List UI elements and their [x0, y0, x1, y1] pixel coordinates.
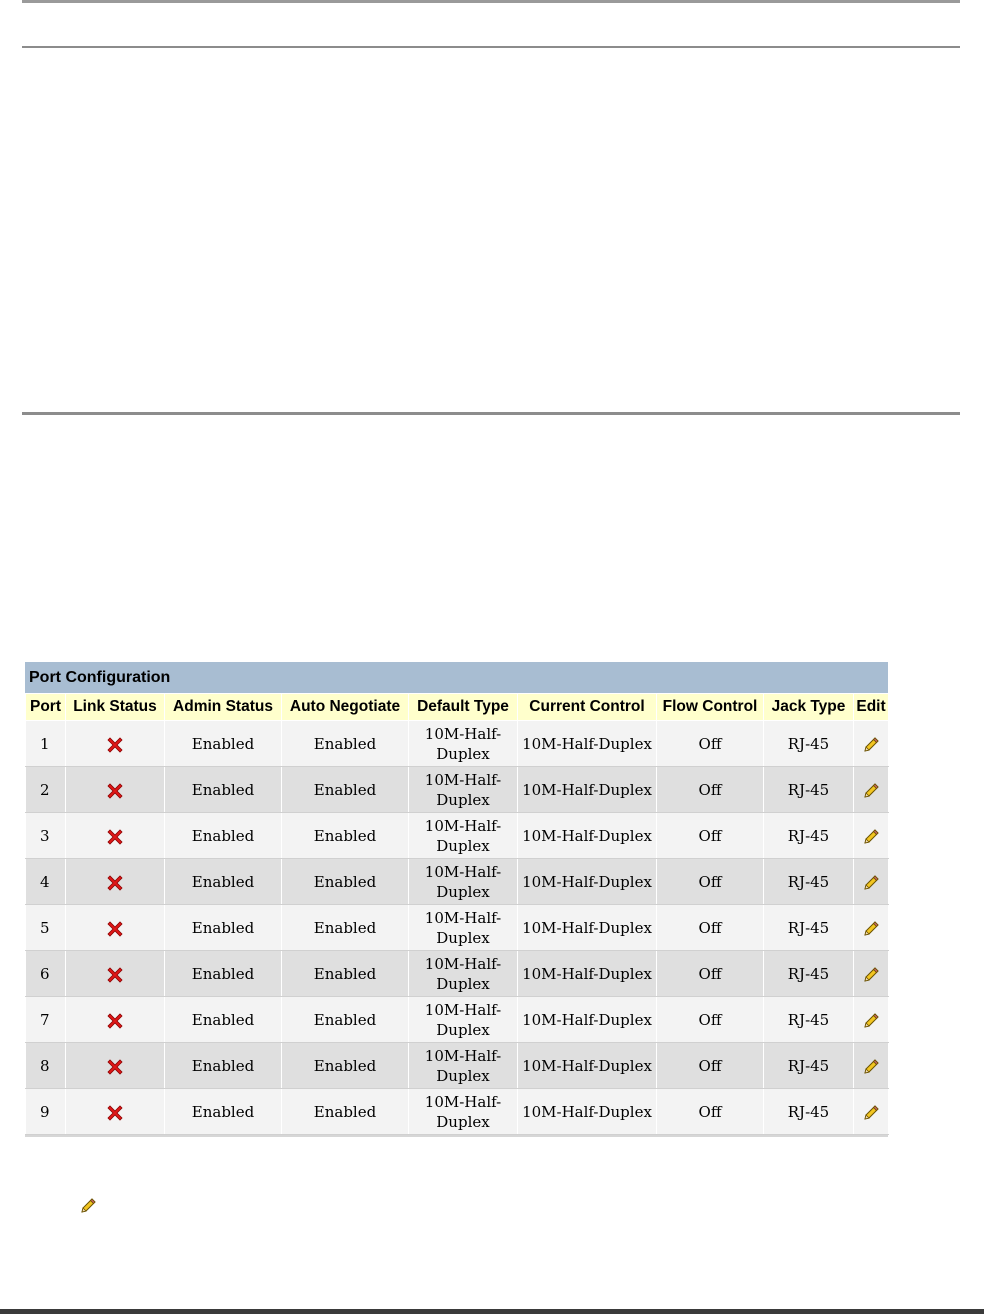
admin-status: Enabled [165, 1089, 282, 1135]
port-number: 4 [26, 859, 66, 905]
column-header-edit: Edit [854, 694, 889, 721]
jack-type: RJ-45 [764, 767, 854, 813]
close-x-icon [106, 920, 124, 938]
jack-type: RJ-45 [764, 997, 854, 1043]
default-type: 10M-Half-Duplex [409, 951, 518, 997]
port-number: 1 [26, 721, 66, 767]
table-row [26, 813, 889, 859]
port-number: 5 [26, 905, 66, 951]
table-row [26, 1089, 889, 1135]
section-divider [22, 412, 960, 415]
default-type: 10M-Half-Duplex [409, 767, 518, 813]
jack-type: RJ-45 [764, 721, 854, 767]
edit-cell [854, 905, 889, 951]
auto-negotiate: Enabled [282, 859, 409, 905]
auto-negotiate: Enabled [282, 1089, 409, 1135]
table-header-row [26, 694, 889, 721]
pencil-icon[interactable] [862, 874, 880, 892]
pencil-icon[interactable] [862, 1012, 880, 1030]
pencil-icon[interactable] [862, 782, 880, 800]
link-status-cell [66, 997, 165, 1043]
admin-status: Enabled [165, 905, 282, 951]
default-type: 10M-Half-Duplex [409, 859, 518, 905]
column-header-port: Port [26, 694, 66, 721]
close-x-icon [106, 828, 124, 846]
port-number: 6 [26, 951, 66, 997]
current-control: 10M-Half-Duplex [518, 859, 657, 905]
jack-type: RJ-45 [764, 859, 854, 905]
column-header-default-type: Default Type [409, 694, 518, 721]
panel-title: Port Configuration [25, 662, 888, 693]
flow-control: Off [657, 1043, 764, 1089]
close-x-icon [106, 782, 124, 800]
column-header-auto-negotiate: Auto Negotiate [282, 694, 409, 721]
edit-cell [854, 1043, 889, 1089]
admin-status: Enabled [165, 813, 282, 859]
default-type: 10M-Half-Duplex [409, 1089, 518, 1135]
table-row [26, 951, 889, 997]
jack-type: RJ-45 [764, 1089, 854, 1135]
current-control: 10M-Half-Duplex [518, 905, 657, 951]
edit-cell [854, 721, 889, 767]
link-status-cell [66, 1043, 165, 1089]
current-control: 10M-Half-Duplex [518, 767, 657, 813]
admin-status: Enabled [165, 721, 282, 767]
table-row [26, 767, 889, 813]
default-type: 10M-Half-Duplex [409, 1043, 518, 1089]
admin-status: Enabled [165, 767, 282, 813]
flow-control: Off [657, 813, 764, 859]
edit-cell [854, 997, 889, 1043]
table-row [26, 721, 889, 767]
link-status-cell [66, 859, 165, 905]
current-control: 10M-Half-Duplex [518, 1043, 657, 1089]
pencil-icon[interactable] [862, 920, 880, 938]
edit-cell [854, 859, 889, 905]
auto-negotiate: Enabled [282, 767, 409, 813]
pencil-icon[interactable] [862, 828, 880, 846]
top-divider [22, 0, 960, 3]
column-header-current-control: Current Control [518, 694, 657, 721]
table-row [26, 905, 889, 951]
close-x-icon [106, 1058, 124, 1076]
flow-control: Off [657, 905, 764, 951]
link-status-cell [66, 1089, 165, 1135]
admin-status: Enabled [165, 951, 282, 997]
default-type: 10M-Half-Duplex [409, 997, 518, 1043]
link-status-cell [66, 905, 165, 951]
link-status-cell [66, 721, 165, 767]
pencil-icon[interactable] [862, 736, 880, 754]
close-x-icon [106, 1104, 124, 1122]
auto-negotiate: Enabled [282, 997, 409, 1043]
current-control: 10M-Half-Duplex [518, 721, 657, 767]
default-type: 10M-Half-Duplex [409, 813, 518, 859]
flow-control: Off [657, 1089, 764, 1135]
column-header-link-status: Link Status [66, 694, 165, 721]
auto-negotiate: Enabled [282, 905, 409, 951]
current-control: 10M-Half-Duplex [518, 1089, 657, 1135]
flow-control: Off [657, 997, 764, 1043]
jack-type: RJ-45 [764, 1043, 854, 1089]
edit-cell [854, 1089, 889, 1135]
auto-negotiate: Enabled [282, 813, 409, 859]
column-header-jack-type: Jack Type [764, 694, 854, 721]
port-configuration-panel [25, 662, 888, 1137]
flow-control: Off [657, 859, 764, 905]
admin-status: Enabled [165, 1043, 282, 1089]
port-number: 9 [26, 1089, 66, 1135]
bottom-divider [0, 1309, 984, 1314]
default-type: 10M-Half-Duplex [409, 721, 518, 767]
column-header-flow-control: Flow Control [657, 694, 764, 721]
pencil-icon [78, 1196, 98, 1216]
jack-type: RJ-45 [764, 813, 854, 859]
close-x-icon [106, 874, 124, 892]
auto-negotiate: Enabled [282, 951, 409, 997]
flow-control: Off [657, 721, 764, 767]
port-number: 7 [26, 997, 66, 1043]
edit-cell [854, 813, 889, 859]
default-type: 10M-Half-Duplex [409, 905, 518, 951]
table-row [26, 1043, 889, 1089]
admin-status: Enabled [165, 859, 282, 905]
pencil-icon[interactable] [862, 1104, 880, 1122]
jack-type: RJ-45 [764, 905, 854, 951]
pencil-icon[interactable] [862, 1058, 880, 1076]
port-number: 3 [26, 813, 66, 859]
table-row [26, 859, 889, 905]
flow-control: Off [657, 767, 764, 813]
current-control: 10M-Half-Duplex [518, 951, 657, 997]
current-control: 10M-Half-Duplex [518, 813, 657, 859]
link-status-cell [66, 813, 165, 859]
section-divider [22, 46, 960, 48]
auto-negotiate: Enabled [282, 1043, 409, 1089]
column-header-admin-status: Admin Status [165, 694, 282, 721]
auto-negotiate: Enabled [282, 721, 409, 767]
port-number: 2 [26, 767, 66, 813]
close-x-icon [106, 966, 124, 984]
port-number: 8 [26, 1043, 66, 1089]
link-status-cell [66, 951, 165, 997]
edit-cell [854, 951, 889, 997]
flow-control: Off [657, 951, 764, 997]
jack-type: RJ-45 [764, 951, 854, 997]
link-status-cell [66, 767, 165, 813]
table-row [26, 997, 889, 1043]
admin-status: Enabled [165, 997, 282, 1043]
close-x-icon [106, 736, 124, 754]
close-x-icon [106, 1012, 124, 1030]
current-control: 10M-Half-Duplex [518, 997, 657, 1043]
pencil-icon[interactable] [862, 966, 880, 984]
edit-cell [854, 767, 889, 813]
port-configuration-table [25, 693, 889, 1135]
